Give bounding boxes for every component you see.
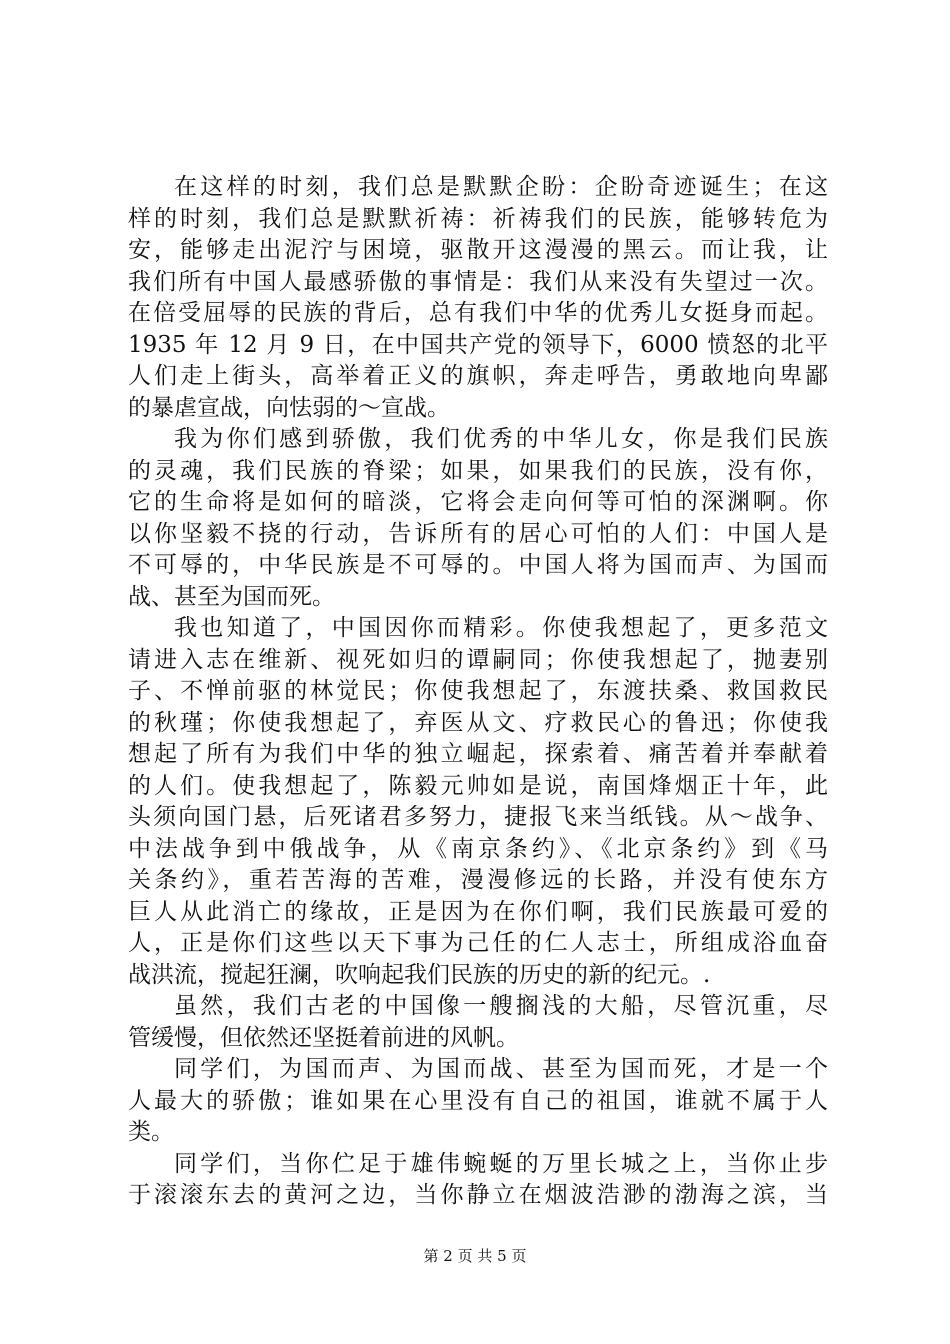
text-line: 想起了所有为我们中华的独立崛起，探索着、痛苦着并奉献着 <box>128 741 828 767</box>
text-line: 在倍受屈辱的民族的背后，总有我们中华的优秀儿女挺身而起。 <box>128 300 828 326</box>
text-line: 我为你们感到骄傲，我们优秀的中华儿女，你是我们民族 <box>174 426 828 452</box>
text-line: 于滚滚东去的黄河之边，当你静立在烟波浩渺的渤海之滨，当 <box>128 1182 828 1208</box>
text-line: 巨人从此消亡的缘故，正是因为在你们啊，我们民族最可爱的 <box>128 898 828 925</box>
paragraph <box>128 1149 828 1212</box>
body-text <box>128 172 828 1212</box>
paragraph <box>128 991 828 1054</box>
text-line: 的灵魂，我们民族的脊梁；如果，如果我们的民族，没有你， <box>128 457 828 484</box>
text-line: 的人们。使我想起了，陈毅元帅如是说，南国烽烟正十年，此 <box>128 772 828 799</box>
paragraph <box>128 613 828 991</box>
text-line: 以你坚毅不挠的行动，告诉所有的居心可怕的人们：中国人是 <box>128 520 828 547</box>
page-indicator: 第 2 页 共 5 页 <box>423 1247 527 1265</box>
text-line: 类。 <box>128 1119 174 1145</box>
text-line: 在这样的时刻，我们总是默默企盼：企盼奇迹诞生；在这 <box>174 174 828 200</box>
text-line: 虽然，我们古老的中国像一艘搁浅的大船，尽管沉重，尽 <box>174 993 828 1019</box>
text-line: 的暴虐宣战，向怯弱的～宣战。 <box>128 394 450 421</box>
text-line: 人，正是你们这些以天下事为己任的仁人志士，所组成浴血奋 <box>128 930 828 956</box>
text-line: 请进入志在维新、视死如归的谭嗣同；你使我想起了，抛妻别 <box>128 646 828 673</box>
paragraph <box>128 172 828 424</box>
text-line: 战洪流，搅起狂澜，吹响起我们民族的历史的新的纪元。. <box>128 961 711 988</box>
text-line: 1935 年 12 月 9 日，在中国共产党的领导下，6000 愤怒的北平 <box>128 331 828 358</box>
text-line: 人最大的骄傲；谁如果在心里没有自己的祖国，谁就不属于人 <box>128 1087 828 1114</box>
text-line: 它的生命将是如何的暗淡，它将会走向何等可怕的深渊啊。你 <box>128 489 828 515</box>
text-line: 中法战争到中俄战争，从《南京条约》、《北京条约》到《马 <box>128 835 828 862</box>
text-line: 人们走上街头，高举着正义的旗帜，奔走呼告，勇敢地向卑鄙 <box>128 363 828 389</box>
text-line: 子、不惮前驱的林觉民；你使我想起了，东渡扶桑、救国救民 <box>128 678 828 704</box>
text-line: 关条约》，重若苦海的苦难，漫漫修远的长路，并没有使东方 <box>128 867 828 893</box>
text-line: 头须向国门悬，后死诸君多努力，捷报飞来当纸钱。从～战争、 <box>128 804 828 830</box>
paragraph <box>128 424 828 613</box>
text-line: 不可辱的，中华民族是不可辱的。中国人将为国而声、为国而 <box>128 552 828 578</box>
text-line: 同学们，当你伫足于雄伟蜿蜒的万里长城之上，当你止步 <box>174 1150 828 1177</box>
text-line: 的秋瑾；你使我想起了，弃医从文、疗救民心的鲁迅；你使我 <box>128 709 828 736</box>
text-line: 样的时刻，我们总是默默祈祷：祈祷我们的民族，能够转危为 <box>128 205 828 232</box>
paragraph <box>128 1054 828 1149</box>
text-line: 安，能够走出泥泞与困境，驱散开这漫漫的黑云。而让我，让 <box>128 237 828 263</box>
text-line: 我们所有中国人最感骄傲的事情是：我们从来没有失望过一次。 <box>128 268 828 295</box>
text-line: 管缓慢，但依然还坚挺着前进的风帆。 <box>128 1024 519 1051</box>
text-line: 战、甚至为国而死。 <box>128 583 335 610</box>
page-number-footer <box>0 1246 950 1266</box>
text-line: 同学们，为国而声、为国而战、甚至为国而死，才是一个 <box>174 1056 828 1082</box>
text-line: 我也知道了，中国因你而精彩。你使我想起了，更多范文 <box>174 615 828 641</box>
